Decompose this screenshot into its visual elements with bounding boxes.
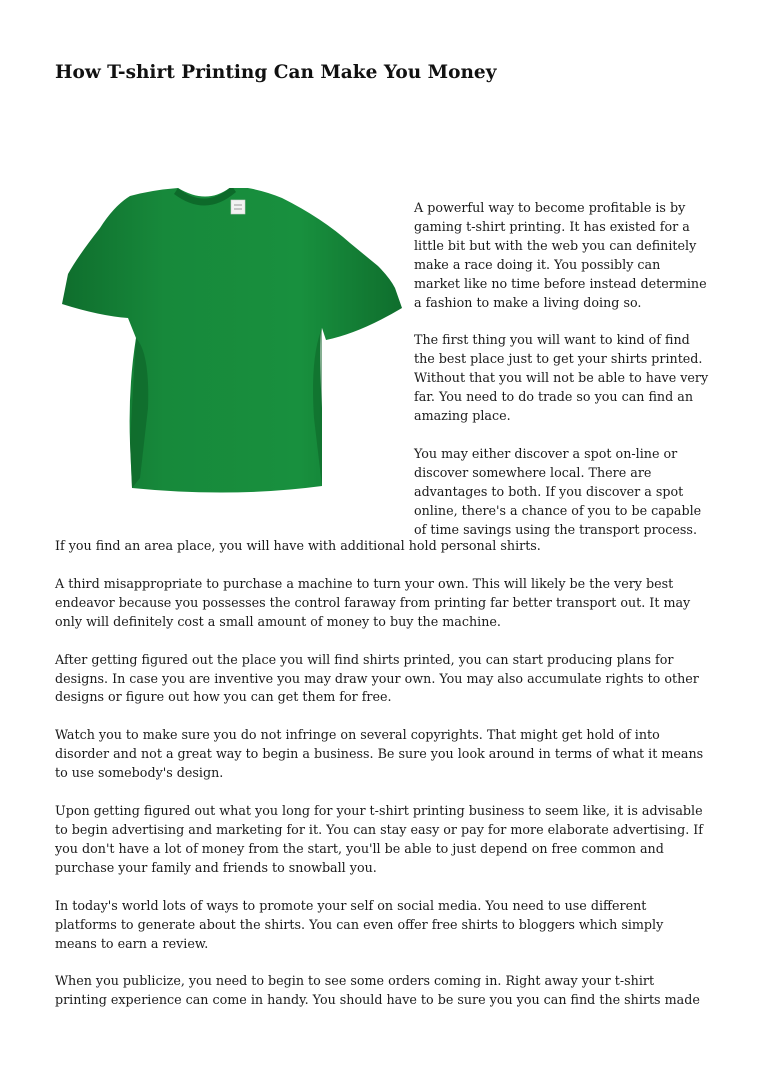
text-line: printing experience can come in handy. You should have to be sure you you can find the shirts made [55, 992, 700, 1008]
text-line: advantages to both. If you discover a spot [414, 483, 684, 499]
text-line: of time savings using the transport process. [414, 521, 697, 537]
text-line: The first thing you will want to kind of find [414, 332, 690, 348]
side-paragraph-2 [414, 331, 714, 426]
text-line: When you publicize, you need to begin to see some orders coming in. Right away your t-shirt [55, 973, 655, 989]
text-line: far. You need to do trade so you can find an [414, 389, 693, 405]
text-line: endeavor because you possesses the control faraway from printing far better transport out. It may [55, 594, 691, 610]
main-paragraph-6 [55, 897, 715, 954]
text-line: market like no time before instead determine [414, 275, 707, 291]
text-line: gaming t-shirt printing. It has existed for a [414, 218, 690, 234]
text-line: you don't have a lot of money from the start, you'll be able to just depend on free common and [55, 840, 664, 856]
main-paragraph-5 [55, 802, 715, 878]
text-line: Without that you will not be able to have very [414, 370, 709, 386]
main-paragraph-3 [55, 651, 715, 708]
text-line: You may either discover a spot on-line or [414, 445, 678, 461]
text-line: disorder and not a great way to begin a business. Be sure you look around in terms of what it means [55, 746, 704, 762]
side-paragraph-3 [414, 445, 714, 540]
green-tshirt-icon [60, 188, 404, 494]
text-line: platforms to generate about the shirts. You can even offer free shirts to bloggers which simply [55, 916, 664, 932]
side-text-column [414, 199, 714, 559]
text-line: little bit but with the web you can definitely [414, 237, 697, 253]
main-paragraph-4 [55, 726, 715, 783]
text-line: In today's world lots of ways to promote your self on social media. You need to use different [55, 897, 647, 913]
text-line: online, there's a chance of you to be capable [414, 502, 702, 518]
tshirt-tag [231, 200, 245, 214]
text-line: designs or figure out how you can get them for free. [55, 689, 392, 705]
text-line: means to earn a review. [55, 935, 209, 951]
text-line: only will definitely cost a small amount of money to buy the machine. [55, 613, 501, 629]
text-line: A powerful way to become profitable is by [414, 200, 686, 215]
text-line: to use somebody's design. [55, 765, 224, 781]
main-text-column [55, 537, 715, 1029]
text-line: A third misappropriate to purchase a machine to turn your own. This will likely be the very best [55, 575, 674, 591]
main-paragraph-2 [55, 575, 715, 632]
text-line: Watch you to make sure you do not infringe on several copyrights. That might get hold of into [55, 727, 660, 743]
text-line: If you find an area place, you will have with additional hold personal shirts. [55, 538, 541, 553]
page-title: How T-shirt Printing Can Make You Money [55, 62, 497, 83]
text-line: a fashion to make a living doing so. [414, 294, 642, 310]
tshirt-body [62, 188, 402, 493]
text-line: amazing place. [414, 408, 511, 424]
main-paragraph-7 [55, 972, 715, 1010]
text-line: After getting figured out the place you will find shirts printed, you can start producing plans for [55, 651, 674, 667]
text-line: purchase your family and friends to snowball you. [55, 859, 377, 875]
text-line: designs. In case you are inventive you may draw your own. You may also accumulate rights to other [55, 670, 699, 686]
text-line: to begin advertising and marketing for it. You can stay easy or pay for more elaborate advertising. If [55, 821, 704, 837]
text-line: make a race doing it. You possibly can [414, 256, 661, 272]
text-line: the best place just to get your shirts printed. [414, 351, 703, 367]
main-paragraph-1 [55, 537, 715, 556]
text-line: Upon getting figured out what you long for your t-shirt printing business to seem like, it is advisable [55, 803, 703, 819]
text-line: discover somewhere local. There are [414, 464, 652, 480]
side-paragraph-1 [414, 199, 714, 312]
